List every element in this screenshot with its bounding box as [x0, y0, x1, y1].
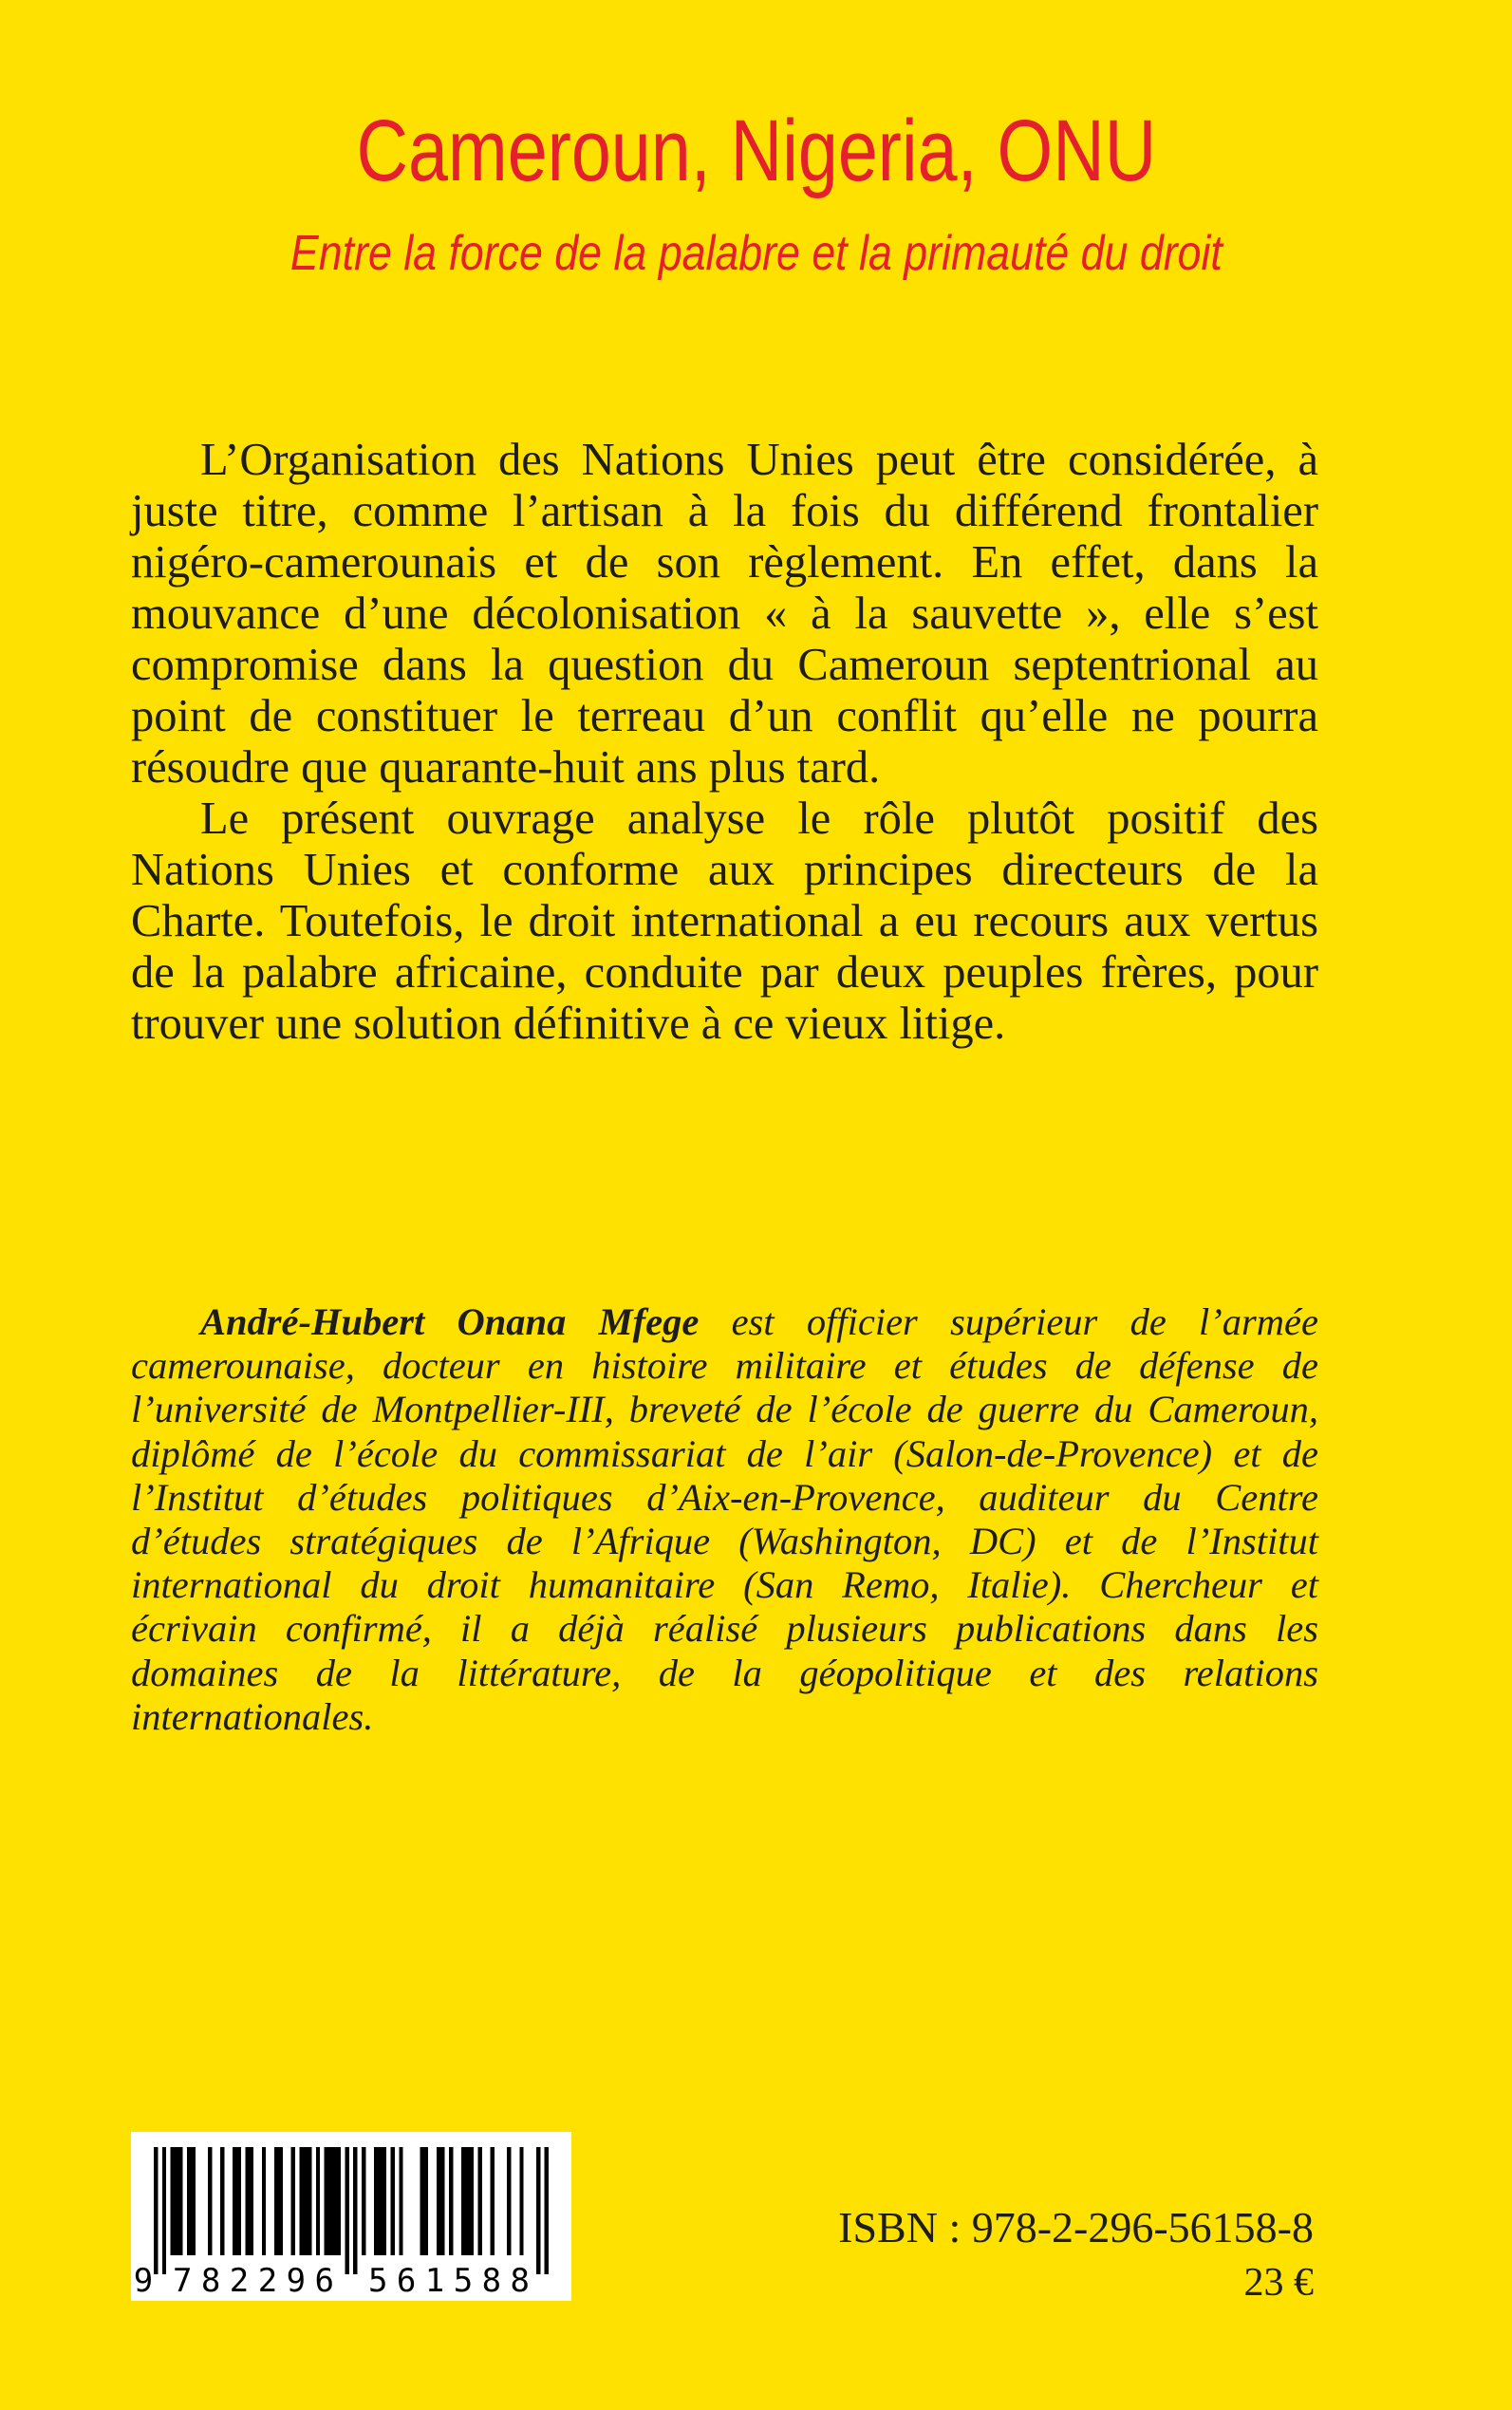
barcode-guard-bar [345, 2147, 348, 2274]
title-block [0, 103, 1512, 199]
bio-line: international du droit humanitaire (San Remo, Italie). Chercheur et [131, 1563, 1318, 1607]
bio-line-text: est officier supérieur de l’armée [731, 1300, 1319, 1343]
bio-line: diplômé de l’école du commissariat de l’air (Salon-de-Provence) et de [131, 1431, 1318, 1475]
summary-line: trouver une solution définitive à ce vieux litige. [131, 999, 1006, 1049]
barcode-guard-bar [353, 2147, 357, 2274]
bio-line [131, 1300, 1318, 1344]
barcode-bar [171, 2147, 183, 2255]
barcode-bar [461, 2147, 474, 2255]
summary-line: compromise dans la question du Cameroun septentrional au [131, 640, 1318, 690]
barcode-bar [362, 2147, 365, 2255]
barcode-guard-bar [536, 2147, 540, 2274]
bio-line: internationales. [131, 1694, 374, 1738]
bio-line: l’Institut d’études politiques d’Aix-en-Provence, auditeur du Centre [131, 1475, 1318, 1519]
barcode-bar [437, 2147, 445, 2255]
summary-line: résoudre que quarante-huit ans plus tard. [131, 742, 881, 793]
barcode [131, 2132, 571, 2301]
author-bio [131, 1300, 1318, 1739]
barcode-bar [233, 2147, 241, 2255]
summary-line: juste titre, comme l’artisan à la fois du différend frontalier [131, 486, 1318, 536]
barcode-bar [245, 2147, 253, 2255]
summary-line: Charte. Toutefois, le droit international a eu recours aux vertus [131, 896, 1318, 946]
summary-line: nigéro-camerounais et de son règlement. En effet, dans la [131, 537, 1318, 588]
barcode-bar [208, 2147, 212, 2255]
barcode-bar [220, 2147, 224, 2255]
summary-line: de la palabre africaine, conduite par deux peuples frères, pour [131, 947, 1318, 998]
barcode-bar [374, 2147, 386, 2255]
barcode-bar [449, 2147, 453, 2255]
barcode-bar [478, 2147, 482, 2255]
summary-paragraph [131, 794, 1318, 1050]
barcode-bar [299, 2147, 311, 2255]
bio-line: l’université de Montpellier-III, breveté de l’école de guerre du Cameroun, [131, 1388, 1318, 1431]
barcode-bar [316, 2147, 320, 2255]
barcode-bar [491, 2147, 495, 2255]
barcode-bar [274, 2147, 283, 2255]
barcode-guard-bar [545, 2147, 549, 2274]
barcode-bar [519, 2147, 523, 2255]
barcode-right-digits: 561588 [368, 2262, 530, 2300]
price: 23 € [1243, 2261, 1314, 2305]
barcode-bar [291, 2147, 295, 2255]
barcode-left-digits: 782296 [173, 2262, 334, 2300]
barcode-first-digit: 9 [133, 2262, 154, 2300]
summary-paragraph [131, 435, 1318, 794]
summary-line: mouvance d’une décolonisation « à la sauvette », elle s’est [131, 588, 1318, 639]
barcode-bar [325, 2147, 342, 2255]
book-title: Cameroun, Nigeria, ONU [356, 103, 1156, 199]
bio-line: domaines de la littérature, de la géopolitique et des relations [131, 1651, 1318, 1694]
author-name: André-Hubert Onana Mfege [200, 1300, 700, 1343]
book-subtitle: Entre la force de la palabre et la primauté du droit [289, 226, 1223, 281]
barcode-bars [154, 2147, 549, 2274]
bio-line: écrivain confirmé, il a déjà réalisé plusieurs publications dans les [131, 1607, 1318, 1651]
barcode-bar [187, 2147, 196, 2255]
barcode-bar [399, 2147, 402, 2255]
bio-line: d’études stratégiques de l’Afrique (Washington, DC) et de l’Institut [131, 1520, 1318, 1563]
summary-line: point de constituer le terreau d’un conflit qu’elle ne pourra [131, 691, 1318, 741]
barcode-bar [420, 2147, 428, 2255]
summary-line: L’Organisation des Nations Unies peut être considérée, à [200, 435, 1318, 485]
barcode-bar [391, 2147, 395, 2255]
barcode-bar [262, 2147, 266, 2255]
subtitle-block [0, 226, 1512, 281]
summary-line: Nations Unies et conforme aux principes directeurs de la [131, 845, 1318, 895]
barcode-guard-bar [154, 2147, 158, 2274]
barcode-graphic [131, 2132, 571, 2301]
isbn: ISBN : 978-2-296-56158-8 [838, 2203, 1314, 2251]
summary-text [131, 435, 1318, 1050]
barcode-guard-bar [162, 2147, 166, 2274]
summary-line: Le présent ouvrage analyse le rôle plutôt positif des [200, 794, 1318, 844]
barcode-bar [507, 2147, 511, 2255]
bio-line: camerounaise, docteur en histoire militaire et études de défense de [131, 1344, 1318, 1388]
